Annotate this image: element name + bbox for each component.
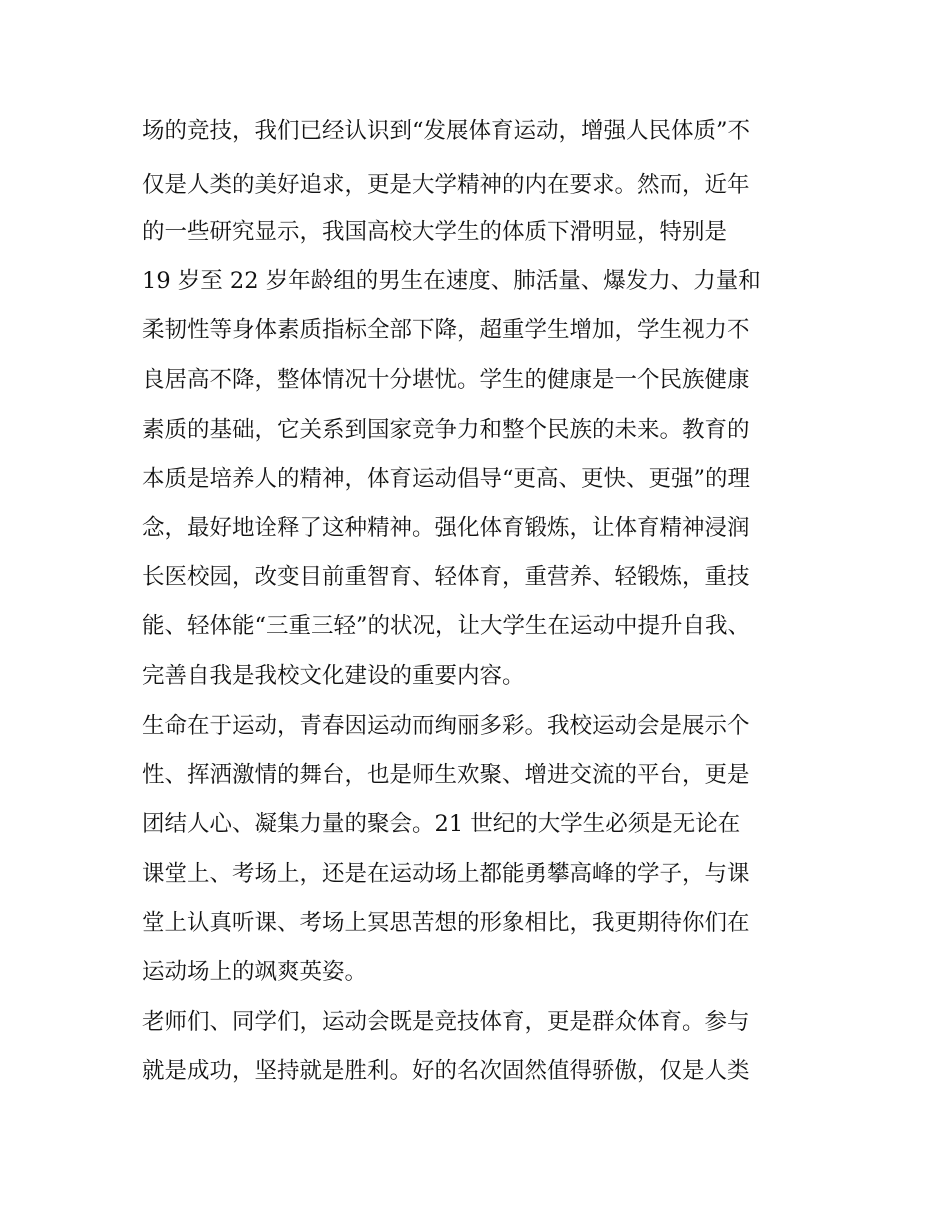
- text-line: 老师们、同学们，运动会既是竞技体育，更是群众体育。参与: [142, 1009, 750, 1035]
- text-line: 柔韧性等身体素质指标全部下降，超重学生增加，学生视力不: [142, 317, 750, 343]
- text-line: 就是成功，坚持就是胜利。好的名次固然值得骄傲，仅是人类: [142, 1058, 750, 1084]
- text-line: 长医校园，改变目前重智育、轻体育，重营养、轻锻炼，重技: [142, 564, 750, 590]
- text-line: 性、挥洒激情的舞台，也是师生欢聚、增进交流的平台，更是: [142, 762, 750, 788]
- text-line: 良居高不降，整体情况十分堪忧。学生的健康是一个民族健康: [142, 367, 750, 393]
- text-line: 场的竞技，我们已经认识到“发展体育运动，增强人民体质”不: [142, 118, 751, 144]
- text-line: 念，最好地诠释了这种精神。强化体育锻炼，让体育精神浸润: [142, 515, 750, 541]
- text-line: 生命在于运动，青春因运动而绚丽多彩。我校运动会是展示个: [142, 713, 750, 739]
- text-line: 完善自我是我校文化建设的重要内容。: [142, 663, 525, 689]
- text-line: 本质是培养人的精神，体育运动倡导“更高、更快、更强”的理: [142, 466, 751, 492]
- text-line: 运动场上的飒爽英姿。: [142, 959, 368, 985]
- text-line: 的一些研究显示，我国高校大学生的体质下滑明显，特别是: [142, 219, 728, 245]
- text-line: 团结人心、凝集力量的聚会。21 世纪的大学生必须是无论在: [142, 811, 741, 837]
- text-line: 能、轻体能“三重三轻”的状况，让大学生在运动中提升自我、: [142, 613, 751, 639]
- text-line: 素质的基础，它关系到国家竞争力和整个民族的未来。教育的: [142, 417, 750, 443]
- text-line: 堂上认真听课、考场上冥思苦想的形象相比，我更期待你们在: [142, 910, 750, 936]
- text-line: 仅是人类的美好追求，更是大学精神的内在要求。然而，近年: [142, 172, 750, 198]
- text-line: 课堂上、考场上，还是在运动场上都能勇攀高峰的学子，与课: [142, 861, 750, 887]
- text-line: 19 岁至 22 岁年龄组的男生在速度、肺活量、爆发力、力量和: [142, 268, 761, 294]
